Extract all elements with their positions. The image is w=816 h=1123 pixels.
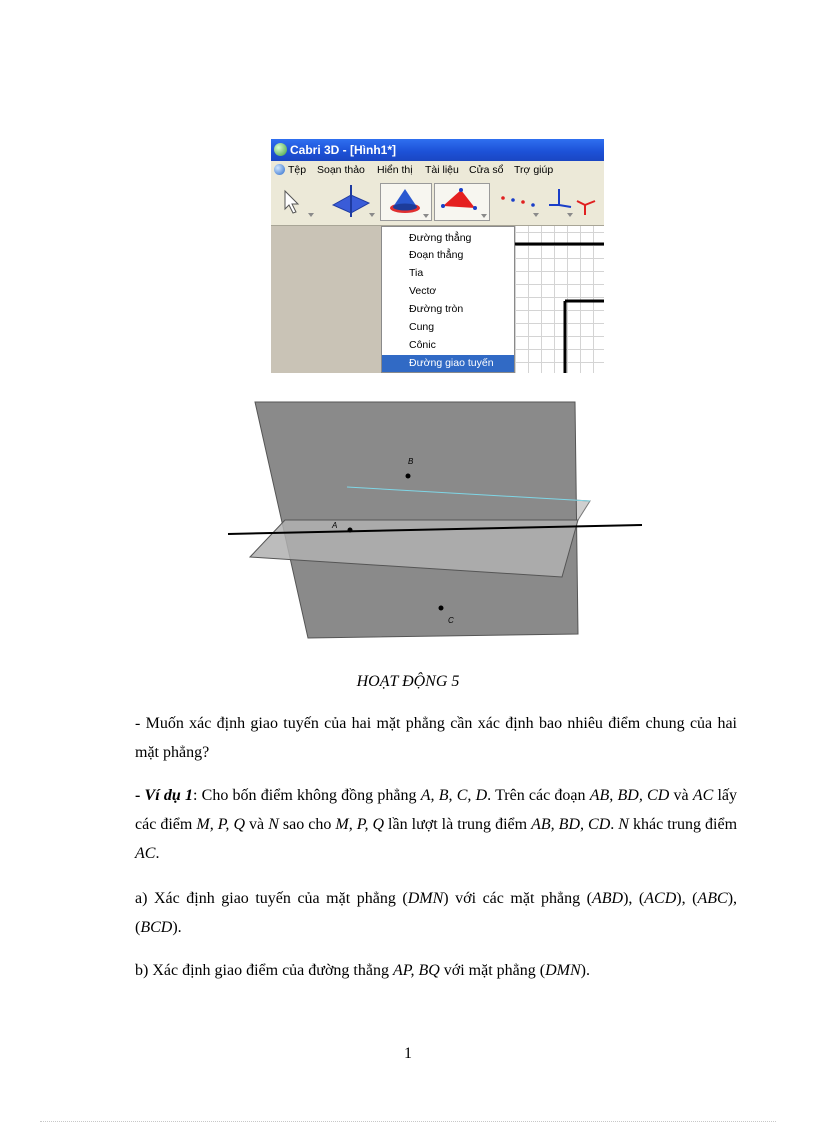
- drawing-canvas[interactable]: [515, 226, 604, 373]
- curve-tool-button[interactable]: [380, 183, 432, 221]
- cabri-app-icon: [274, 143, 287, 156]
- toolbar: [271, 179, 604, 226]
- canvas-left-panel: [271, 226, 383, 373]
- point-A-label: A: [332, 521, 338, 530]
- point-B: [406, 474, 411, 479]
- pointer-icon: [275, 183, 317, 221]
- cone-icon: [381, 184, 431, 220]
- dropdown-item-intersection-curve[interactable]: Đường giao tuyến: [382, 355, 514, 372]
- example-label: Ví dụ 1: [144, 787, 193, 804]
- dropdown-item-segment[interactable]: Đoạn thẳng: [409, 249, 464, 261]
- cabri-screenshot: [271, 139, 604, 373]
- window-title: Cabri 3D - [Hình1*]: [290, 143, 397, 157]
- menu-edit[interactable]: Soạn thảo: [317, 164, 365, 176]
- menu-view[interactable]: Hiển thị: [377, 164, 413, 176]
- planes-intersection-figure: [222, 396, 646, 642]
- canvas-frame-lines: [515, 226, 604, 373]
- plane-icon: [327, 183, 377, 221]
- page-number: 1: [404, 1045, 412, 1062]
- dropdown-item-conic[interactable]: Cônic: [409, 339, 436, 351]
- axes-icon: [545, 183, 603, 221]
- menu-file[interactable]: Tệp: [288, 164, 307, 176]
- dropdown-item-vector[interactable]: Vectơ: [409, 285, 437, 297]
- point-A: [348, 528, 353, 533]
- menu-document[interactable]: Tài liệu: [425, 164, 459, 176]
- triangle-icon: [435, 184, 489, 220]
- dropdown-item-ray[interactable]: Tia: [409, 267, 424, 279]
- point-C: [439, 606, 444, 611]
- menu-window[interactable]: Cửa sổ: [469, 164, 504, 176]
- question-paragraph: - Muốn xác định giao tuyến của hai mặt phẳng cần xác định bao nhiêu điểm chung của hai mặt phẳng?: [135, 715, 737, 761]
- part-a-paragraph: a) Xác định giao tuyến của mặt phẳng (DMN) với các mặt phẳng (ABD), (ACD), (ABC), (BCD).: [135, 890, 738, 936]
- example-paragraph: - Ví dụ 1: Cho bốn điểm không đồng phẳng A, B, C, D. Trên các đoạn AB, BD, CD và AC lấy các điểm M, P, Q và N sao cho M, P, Q lần lượt là trung điểm AB, BD, CD. N khác trung điểm AC.: [135, 787, 738, 862]
- activity-heading: HOẠT ĐỘNG 5: [356, 673, 460, 690]
- window-titlebar: [271, 139, 604, 161]
- dropdown-item-arc[interactable]: Cung: [409, 321, 435, 333]
- curve-tool-dropdown: [381, 226, 515, 373]
- axes-tool-button[interactable]: [545, 183, 603, 221]
- part-b-paragraph: b) Xác định giao điểm của đường thẳng AP, BQ với mặt phẳng (DMN).: [135, 962, 590, 979]
- points-icon: [497, 183, 543, 221]
- points-tool-button[interactable]: [497, 183, 543, 221]
- example-dash: -: [135, 787, 145, 804]
- polygon-tool-button[interactable]: [434, 183, 490, 221]
- footer-divider: [40, 1121, 776, 1122]
- plane-tool-button[interactable]: [327, 183, 377, 221]
- pointer-tool-button[interactable]: [275, 183, 317, 221]
- dropdown-item-line[interactable]: Đường thẳng: [409, 232, 472, 244]
- point-B-label: B: [408, 457, 414, 466]
- document-icon: [274, 164, 285, 175]
- menu-help[interactable]: Trợ giúp: [514, 164, 554, 176]
- dropdown-item-circle[interactable]: Đường tròn: [409, 303, 464, 315]
- point-C-label: C: [448, 616, 454, 625]
- menu-bar: [271, 161, 604, 179]
